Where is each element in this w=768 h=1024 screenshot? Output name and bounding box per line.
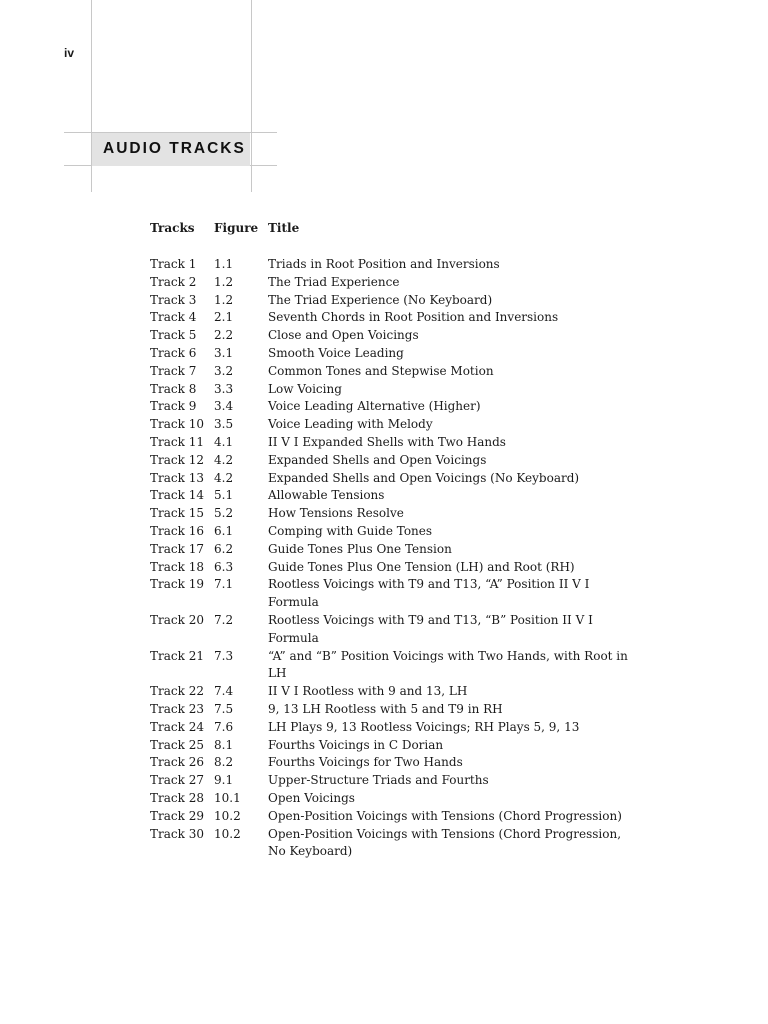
- title-cell: How Tensions Resolve: [268, 506, 404, 521]
- track-cell: Track 11: [150, 434, 204, 449]
- title-cell: Triads in Root Position and Inversions: [268, 257, 500, 271]
- table-body: [150, 239, 628, 861]
- track-cell: Track 20: [150, 612, 204, 627]
- track-cell: Track 15: [150, 506, 204, 521]
- title-cell: Guide Tones Plus One Tension: [268, 541, 452, 556]
- figure-cell: 6.3: [214, 559, 234, 574]
- figure-cell: 3.2: [214, 363, 234, 378]
- figure-cell: 2.2: [214, 328, 234, 343]
- track-cell: Track 30: [150, 826, 204, 841]
- column-header-figure: Figure: [214, 221, 259, 235]
- figure-cell: 3.5: [214, 417, 234, 432]
- table-row: [150, 826, 628, 862]
- title-cell: Rootless Voicings with T9 and T13, “A” Position II V I Formula: [268, 577, 590, 610]
- table-row: [150, 345, 628, 363]
- title-cell: Expanded Shells and Open Voicings (No Keyboard): [268, 470, 580, 485]
- figure-cell: 7.5: [214, 701, 234, 716]
- table-header-row: [150, 221, 628, 239]
- figure-cell: 3.3: [214, 381, 234, 396]
- title-cell: “A” and “B” Position Voicings with Two Hands, with Root in LH: [268, 648, 628, 681]
- figure-cell: 8.1: [214, 737, 234, 752]
- track-cell: Track 26: [150, 755, 204, 770]
- track-cell: Track 12: [150, 452, 204, 467]
- figure-cell: 1.2: [214, 274, 234, 289]
- figure-cell: 3.1: [214, 345, 234, 360]
- table-row: [150, 363, 628, 381]
- title-cell: Comping with Guide Tones: [268, 523, 433, 538]
- figure-cell: 1.1: [214, 257, 234, 271]
- title-cell: Expanded Shells and Open Voicings: [268, 452, 487, 467]
- title-cell: LH Plays 9, 13 Rootless Voicings; RH Plays 5, 9, 13: [268, 719, 580, 734]
- figure-cell: 6.2: [214, 541, 234, 556]
- table-row: [150, 274, 628, 292]
- figure-cell: 9.1: [214, 773, 234, 788]
- table-row: [150, 398, 628, 416]
- title-cell: The Triad Experience (No Keyboard): [268, 292, 493, 307]
- track-cell: Track 3: [150, 292, 197, 307]
- table-row: [150, 309, 628, 327]
- title-cell: Common Tones and Stepwise Motion: [268, 363, 494, 378]
- table-row: [150, 790, 628, 808]
- track-cell: Track 17: [150, 541, 204, 556]
- table-row: [150, 754, 628, 772]
- track-cell: Track 14: [150, 488, 204, 503]
- figure-cell: 5.2: [214, 506, 234, 521]
- title-cell: II V I Rootless with 9 and 13, LH: [268, 684, 468, 699]
- figure-cell: 3.4: [214, 399, 234, 414]
- title-cell: The Triad Experience: [268, 274, 400, 289]
- track-cell: Track 1: [150, 257, 197, 271]
- track-cell: Track 10: [150, 417, 204, 432]
- track-cell: Track 22: [150, 684, 204, 699]
- figure-cell: 8.2: [214, 755, 234, 770]
- figure-cell: 4.1: [214, 434, 234, 449]
- track-cell: Track 13: [150, 470, 204, 485]
- table-row: [150, 683, 628, 701]
- track-cell: Track 18: [150, 559, 204, 574]
- track-cell: Track 29: [150, 808, 204, 823]
- figure-cell: 7.4: [214, 684, 234, 699]
- title-cell: Open-Position Voicings with Tensions (Chord Progression, No Keyboard): [268, 826, 622, 859]
- table-row: [150, 808, 628, 826]
- figure-cell: 1.2: [214, 292, 234, 307]
- table-row: [150, 434, 628, 452]
- track-cell: Track 8: [150, 381, 197, 396]
- vertical-rule-right: [251, 0, 252, 192]
- track-cell: Track 27: [150, 773, 204, 788]
- table-row: [150, 523, 628, 541]
- section-heading: AUDIO TRACKS: [103, 140, 246, 157]
- track-cell: Track 4: [150, 310, 197, 325]
- table-row: [150, 719, 628, 737]
- title-cell: Smooth Voice Leading: [268, 345, 404, 360]
- track-cell: Track 16: [150, 523, 204, 538]
- table-row: [150, 381, 628, 399]
- title-cell: Fourths Voicings in C Dorian: [268, 737, 444, 752]
- table-row: [150, 452, 628, 470]
- table-row: [150, 559, 628, 577]
- column-header-title: Title: [268, 221, 300, 235]
- audio-tracks-table: [150, 221, 628, 861]
- table-row: [150, 576, 628, 612]
- track-cell: Track 24: [150, 719, 204, 734]
- table-row: [150, 292, 628, 310]
- figure-cell: 6.1: [214, 523, 234, 538]
- figure-cell: 2.1: [214, 310, 234, 325]
- table-row: [150, 701, 628, 719]
- track-cell: Track 7: [150, 363, 197, 378]
- figure-cell: 7.2: [214, 612, 234, 627]
- table-row: [150, 737, 628, 755]
- figure-cell: 5.1: [214, 488, 234, 503]
- title-cell: Upper-Structure Triads and Fourths: [268, 773, 489, 788]
- title-cell: II V I Expanded Shells with Two Hands: [268, 434, 506, 449]
- title-cell: Seventh Chords in Root Position and Inversions: [268, 310, 559, 325]
- track-cell: Track 21: [150, 648, 204, 663]
- header-spacer: [150, 239, 628, 256]
- table-row: [150, 612, 628, 648]
- table-row: [150, 541, 628, 559]
- table-row: [150, 416, 628, 434]
- figure-cell: 7.1: [214, 577, 234, 592]
- title-cell: Low Voicing: [268, 381, 342, 396]
- track-cell: Track 2: [150, 274, 197, 289]
- figure-cell: 7.3: [214, 648, 234, 663]
- figure-cell: 10.2: [214, 826, 241, 841]
- table-row: [150, 648, 628, 684]
- title-cell: Allowable Tensions: [268, 488, 385, 503]
- title-cell: Rootless Voicings with T9 and T13, “B” Position II V I Formula: [268, 612, 593, 645]
- title-cell: Voice Leading with Melody: [268, 417, 433, 432]
- table-row: [150, 487, 628, 505]
- track-cell: Track 5: [150, 328, 197, 343]
- title-cell: 9, 13 LH Rootless with 5 and T9 in RH: [268, 701, 503, 716]
- figure-cell: 7.6: [214, 719, 234, 734]
- table-row: [150, 327, 628, 345]
- table-row: [150, 505, 628, 523]
- track-cell: Track 6: [150, 345, 197, 360]
- table-row: [150, 772, 628, 790]
- title-cell: Voice Leading Alternative (Higher): [268, 399, 481, 414]
- table-row: [150, 470, 628, 488]
- title-cell: Open Voicings: [268, 790, 355, 805]
- track-cell: Track 28: [150, 790, 204, 805]
- track-cell: Track 19: [150, 577, 204, 592]
- figure-cell: 10.2: [214, 808, 241, 823]
- track-cell: Track 25: [150, 737, 204, 752]
- title-cell: Close and Open Voicings: [268, 328, 419, 343]
- track-cell: Track 9: [150, 399, 197, 414]
- page-number: iv: [64, 46, 75, 60]
- title-cell: Guide Tones Plus One Tension (LH) and Root (RH): [268, 559, 575, 574]
- title-cell: Fourths Voicings for Two Hands: [268, 755, 463, 770]
- table-row: [150, 256, 628, 274]
- figure-cell: 10.1: [214, 790, 241, 805]
- track-cell: Track 23: [150, 701, 204, 716]
- column-header-tracks: Tracks: [150, 221, 195, 235]
- figure-cell: 4.2: [214, 452, 234, 467]
- title-cell: Open-Position Voicings with Tensions (Chord Progression): [268, 808, 622, 823]
- figure-cell: 4.2: [214, 470, 234, 485]
